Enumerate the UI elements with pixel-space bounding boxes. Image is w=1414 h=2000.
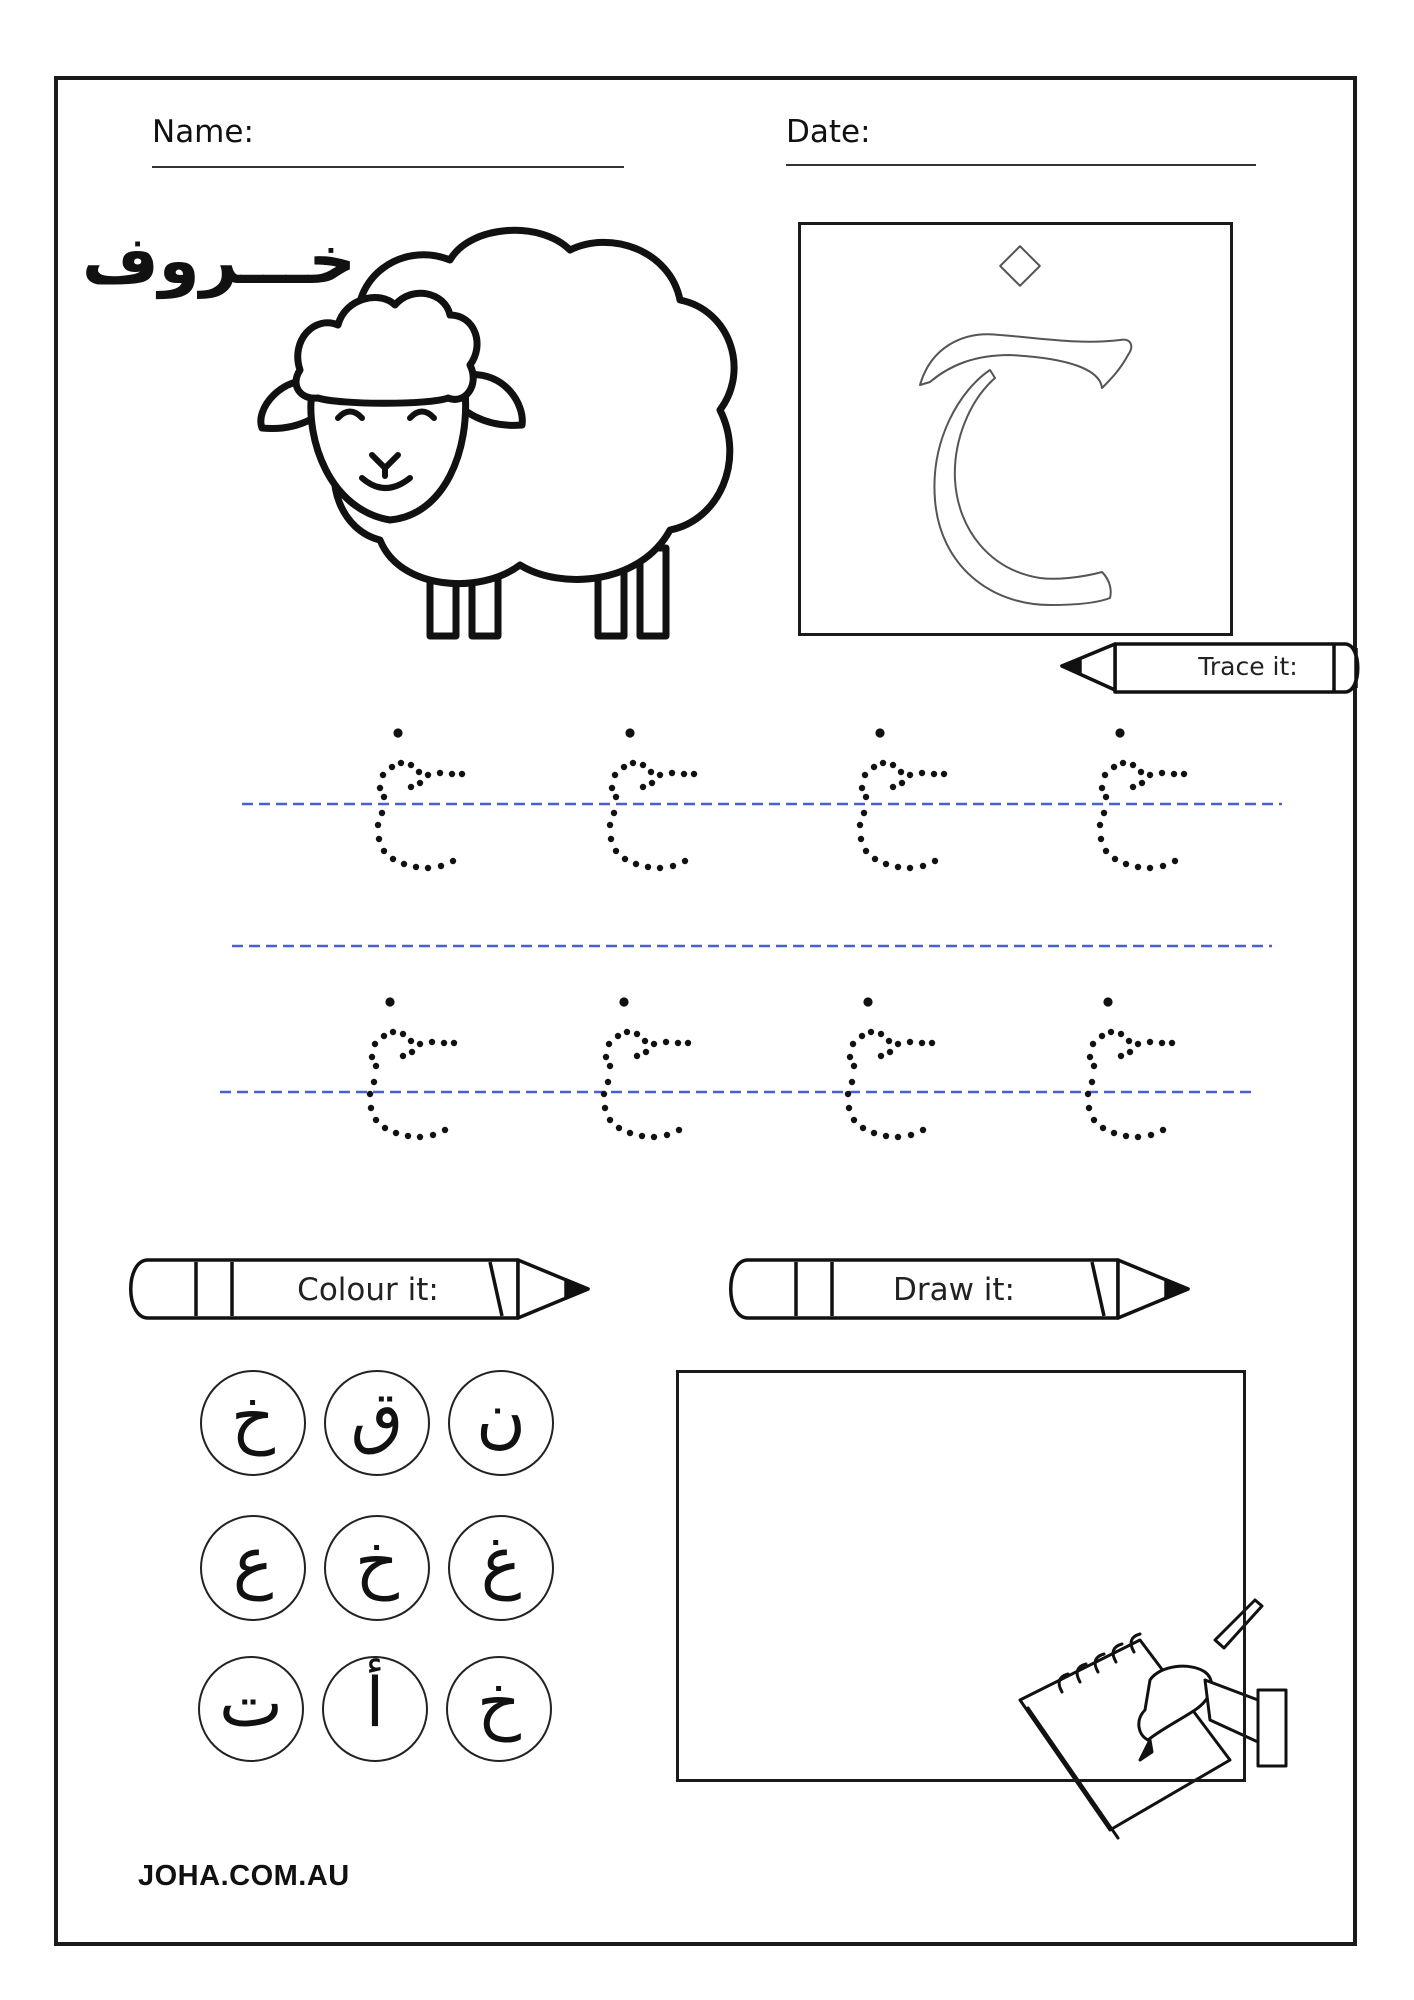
dotted-letter: [367, 997, 457, 1140]
dotted-letter: [1085, 997, 1175, 1140]
colour-letter-bubble[interactable]: ع: [200, 1515, 306, 1621]
colour-letter-bubble[interactable]: ت: [198, 1656, 304, 1762]
dotted-letter: [845, 997, 935, 1140]
site-footer: JOHA.COM.AU: [138, 1860, 350, 1892]
letter-display-box: [798, 222, 1233, 636]
date-label: Date:: [786, 114, 871, 150]
dotted-letter: [857, 728, 947, 871]
colour-letter-bubble[interactable]: ن: [448, 1370, 554, 1476]
colour-letter-bubble[interactable]: خ: [446, 1656, 552, 1762]
colour-letter-bubble[interactable]: غ: [448, 1515, 554, 1621]
dotted-letter: [607, 728, 697, 871]
dotted-letter: [375, 728, 465, 871]
dotted-letter: [1097, 728, 1187, 871]
trace-row-2: [367, 997, 1175, 1140]
trace-label: Trace it:: [1198, 652, 1298, 681]
draw-label: Draw it:: [892, 1272, 1016, 1308]
colour-letter-bubble[interactable]: أ: [322, 1656, 428, 1762]
colour-label: Colour it:: [297, 1272, 439, 1308]
sheep-icon: [261, 230, 734, 636]
colour-letter-bubble[interactable]: خ: [324, 1515, 430, 1621]
colour-letter-bubble[interactable]: خ: [200, 1370, 306, 1476]
draw-area[interactable]: [676, 1370, 1246, 1782]
arabic-word: خـــروف: [82, 222, 356, 299]
dotted-letter: [601, 997, 691, 1140]
name-label: Name:: [152, 114, 254, 150]
trace-guide-lines: [220, 804, 1282, 1092]
trace-row-1: [375, 728, 1187, 871]
colour-letter-bubble[interactable]: ق: [324, 1370, 430, 1476]
